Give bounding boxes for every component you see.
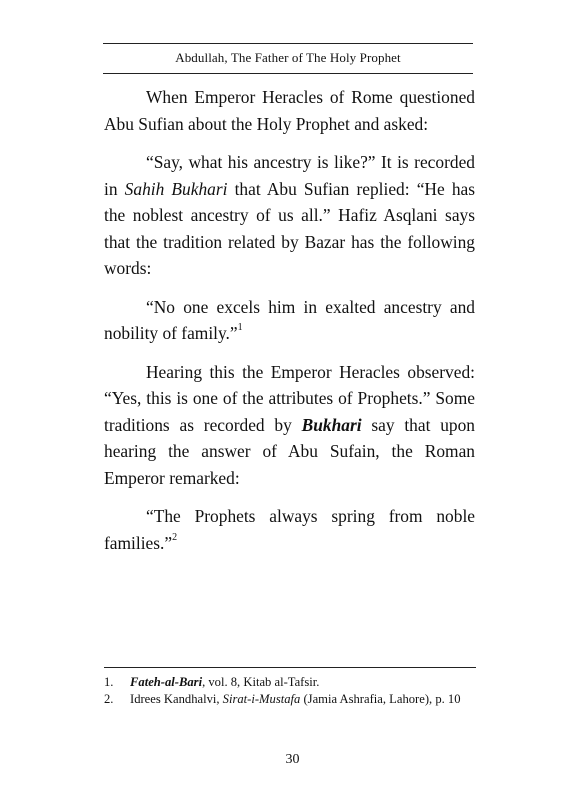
paragraph — [104, 294, 475, 347]
footnote — [104, 674, 476, 691]
text-segment: When Emperor Heracles of Rome questioned Abu Sufian about the Holy Prophet and asked: — [104, 87, 475, 134]
text-segment: (Jamia Ashrafia, Lahore), p. 10 — [300, 692, 461, 706]
paragraph — [104, 84, 475, 137]
footnote — [104, 691, 476, 708]
paragraph — [104, 503, 475, 556]
book-title-italic: Sahih Bukhari — [124, 178, 228, 199]
footnote-number: 1. — [104, 675, 114, 689]
text-segment: that Abu Sufian replied: “He has the noblest ancestry of us all.” Hafiz Asqlani says that the tradition related by Bazar has the following words: — [104, 178, 476, 278]
text-segment: “No one excels him in exalted ancestry and nobility of family.” — [104, 296, 475, 343]
text-segment: say that upon hearing the answer of Abu Sufain, the Roman Emperor remarked: — [104, 414, 475, 488]
text-segment: “The Prophets always spring from noble families.” — [104, 506, 475, 553]
footnote-ref: 1 — [237, 322, 243, 334]
text-segment: Hearing this the Emperor Heracles observed: “Yes, this is one of the attributes of Prophets.” Some traditions as recorded by — [104, 361, 475, 435]
book-title-bold-italic: Fateh-al-Bari — [130, 675, 203, 689]
page-number: 30 — [285, 752, 300, 767]
book-title-bold-italic: Bukhari — [301, 414, 362, 435]
text-segment: Idrees Kandhalvi, — [130, 692, 223, 706]
paragraph — [104, 359, 475, 492]
book-title-italic: Sirat-i-Mustafa — [222, 692, 301, 706]
text-segment: , vol. 8, Kitab al-Tafsir. — [202, 675, 320, 689]
text-segment: “Say, what his ancestry is like?” It is recorded in — [104, 152, 475, 199]
footnote-number: 2. — [104, 692, 114, 706]
footnote-ref: 2 — [172, 531, 178, 543]
body-text — [104, 84, 475, 556]
footnotes — [104, 667, 476, 708]
footnote-text — [130, 674, 476, 691]
running-header: Abdullah, The Father of The Holy Prophet — [103, 43, 473, 74]
footnote-text — [130, 691, 476, 708]
paragraph — [104, 149, 475, 282]
